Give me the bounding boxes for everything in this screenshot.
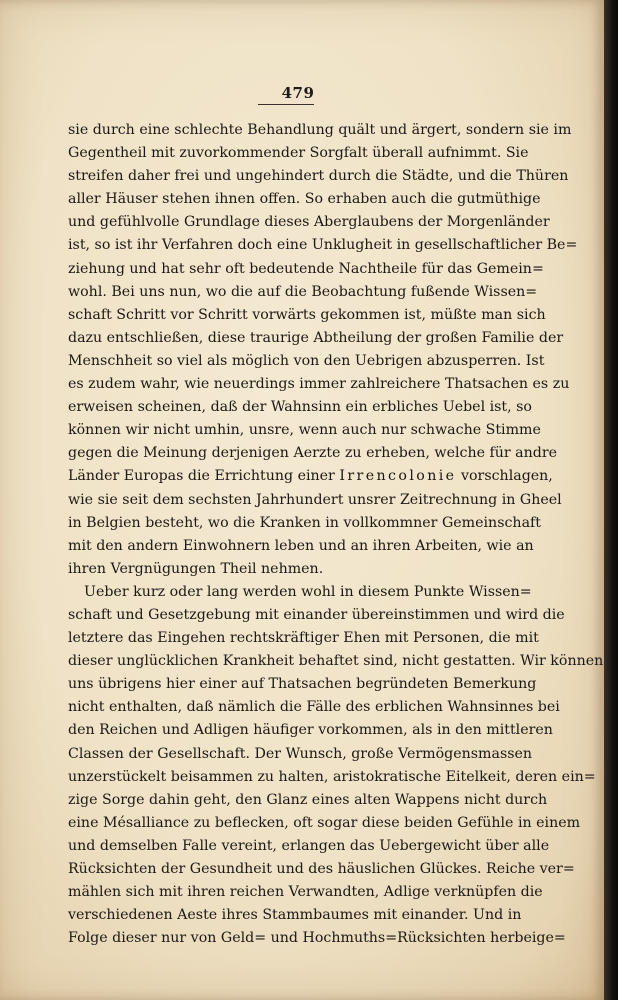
text-line: in Belgien besteht, wo die Kranken in vollkommner Gemeinschaft	[68, 514, 541, 531]
text-line: mählen sich mit ihren reichen Verwandten, Adlige verknüpfen die	[68, 884, 543, 901]
text-line: verschiedenen Aeste ihres Stammbaumes mit einander. Und in	[68, 907, 522, 924]
text-line: sie durch eine schlechte Behandlung quält und ärgert, sondern sie im	[68, 122, 572, 138]
page-number: 479	[281, 84, 315, 102]
text-line: es zudem wahr, wie neuerdings immer zahlreichere Thatsachen es zu	[68, 376, 570, 393]
text-line: eine Mésalliance zu beflecken, oft sogar diese beiden Gefühle in einem	[68, 814, 581, 831]
text-line: mit den andern Einwohnern leben und an ihren Arbeiten, wie an	[68, 537, 534, 554]
text-line: Rücksichten der Gesundheit und des häuslichen Glückes. Reiche ver=	[68, 861, 575, 877]
text-line: wohl. Bei uns nun, wo die auf die Beobachtung fußende Wissen=	[68, 283, 538, 300]
text-line: uns übrigens hier einer auf Thatsachen begründeten Bemerkung	[68, 676, 537, 693]
text-line: letztere das Eingehen rechtskräftiger Ehen mit Personen, die mit	[68, 630, 539, 647]
text-line: ziehung und hat sehr oft bedeutende Nachtheile für das Gemein=	[68, 260, 544, 277]
text-line: streifen daher frei und ungehindert durch die Städte, und die Thüren	[68, 168, 569, 185]
text-line: Folge dieser nur von Geld= und Hochmuths=Rücksichten herbeige=	[68, 930, 566, 947]
emphasized-word: Irrencolonie	[339, 468, 457, 485]
paragraph-2	[68, 581, 604, 951]
text-line: den Reichen und Adligen häufiger vorkommen, als in den mittleren	[68, 722, 553, 739]
text-line: Menschheit so viel als möglich von den Uebrigen abzusperren. Ist	[68, 352, 545, 369]
text-line: dieser unglücklichen Krankheit behaftet sind, nicht gestatten. Wir können	[68, 653, 604, 670]
text-line: Ueber kurz oder lang werden wohl in diesem Punkte Wissen=	[84, 583, 532, 600]
text-line: Classen der Gesellschaft. Der Wunsch, große Vermögensmassen	[68, 745, 533, 762]
text-line: schaft Schritt vor Schritt vorwärts gekommen ist, müßte man sich	[68, 306, 546, 323]
text-line: und demselben Falle vereint, erlangen das Uebergewicht über alle	[68, 837, 550, 854]
text-line: erweisen scheinen, daß der Wahnsinn ein erbliches Uebel ist, so	[68, 399, 532, 416]
header-rule	[258, 104, 314, 105]
text-line: ihren Vergnügungen Theil nehmen.	[68, 560, 324, 577]
text-line: können wir nicht umhin, unsre, wenn auch nur schwache Stimme	[68, 422, 541, 439]
book-spine-edge	[604, 0, 618, 1000]
text-line: nicht enthalten, daß nämlich die Fälle des erblichen Wahnsinnes bei	[68, 699, 560, 716]
paragraph-1	[68, 119, 578, 581]
text-line: Länder Europas die Errichtung einer Irrencolonie vorschlagen,	[68, 468, 553, 485]
text-line: und gefühlvolle Grundlage dieses Aberglaubens der Morgenländer	[68, 214, 550, 231]
text-line: zige Sorge dahin geht, den Glanz eines alten Wappens nicht durch	[68, 791, 548, 808]
text-line: wie sie seit dem sechsten Jahrhundert unsrer Zeitrechnung in Gheel	[68, 491, 562, 508]
page-body	[68, 119, 604, 950]
text-line: ist, so ist ihr Verfahren doch eine Unklugheit in gesellschaftlicher Be=	[68, 237, 578, 254]
text-line: gegen die Meinung derjenigen Aerzte zu erheben, welche für andre	[68, 445, 558, 462]
text-line: dazu entschließen, diese traurige Abtheilung der großen Familie der	[68, 329, 564, 346]
text-line: schaft und Gesetzgebung mit einander übereinstimmen und wird die	[68, 606, 565, 623]
text-line: Gegentheil mit zuvorkommender Sorgfalt überall aufnimmt. Sie	[68, 145, 529, 162]
text-line: aller Häuser stehen ihnen offen. So erhaben auch die gutmüthige	[68, 191, 541, 208]
text-line: unzerstückelt beisammen zu halten, aristokratische Eitelkeit, deren ein=	[68, 768, 596, 785]
